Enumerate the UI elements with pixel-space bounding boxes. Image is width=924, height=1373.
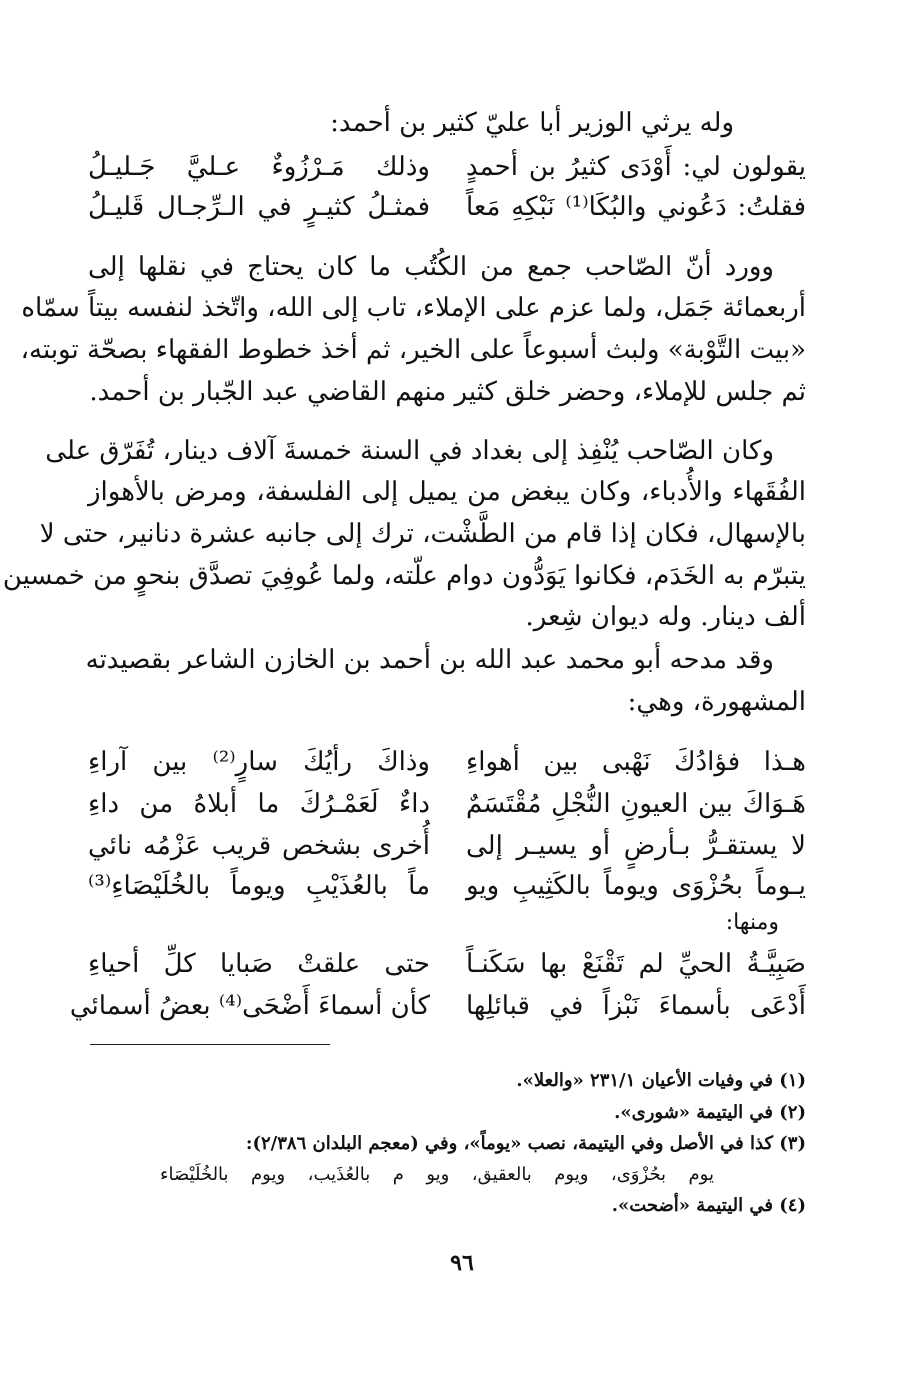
verse-hemistich-first: أَدْعَى بأسماءَ نَبْزاً في قبائلِها (466, 991, 806, 1021)
footnote-verse: يوم بحُزْوَى، ويوم بالعقيق، ويو م بالعُذَيب، ويوم بالخُلَيْصَاء (160, 1164, 714, 1185)
paragraph-line: الفُقَهاء والأُدباء، وكان يبغض من يميل إلى الفلسفة، ومرض بالأهواز (88, 477, 806, 507)
verse-hemistich-second: وذلك مَـرْزُوءٌ عـليَّ جَـليـلُ (88, 152, 430, 182)
verse-hemistich-first: هـذا فؤادُكَ نَهْبى بين أهواءِ (466, 747, 806, 777)
paragraph-line: وورد أنّ الصّاحب جمع من الكُتُب ما كان يحتاج في نقلها إلى (88, 252, 774, 282)
section-label: ومنها: (725, 910, 779, 935)
verse-hemistich-second: كأن أسماءَ أَضْحَى⁽⁴⁾ بعضُ أسمائي (69, 991, 430, 1021)
verse-hemistich-second: داءٌ لَعَمْـرُكَ ما أبلاهُ من داءِ (88, 789, 430, 819)
page-number: ٩٦ (450, 1250, 474, 1276)
verse-hemistich-second: وذاكَ رأيُكَ سارٍ⁽²⁾ بين آراءِ (88, 747, 430, 777)
footnote: (٤) في اليتيمة «أضحت». (611, 1195, 806, 1216)
verse-row (88, 187, 806, 227)
footnote: (١) في وفيات الأعيان ٢٣١/١ «والعلا». (516, 1070, 806, 1091)
verse-hemistich-second: أُخرى بشخص قريب عَزْمُه نائي (88, 831, 430, 861)
verse-row (88, 784, 806, 824)
intro-line: وله يرثي الوزير أبا عليّ كثير بن أحمد: (330, 108, 734, 138)
verse-hemistich-second: حتى علقتْ صَبايا كلِّ أحياءِ (88, 949, 430, 979)
footnote: (٣) كذا في الأصل وفي اليتيمة، نصب «يوماً»، وفي (معجم البلدان ٢/٣٨٦): (245, 1133, 806, 1154)
verse-hemistich-first: صَبِيَّـةُ الحيِّ لم تَقْنَعْ بها سَكَنـاً (466, 949, 806, 979)
verse-row (88, 147, 806, 187)
verse-hemistich-first: يـوماً بحُزْوَى ويوماً بالكَثِيبِ ويو (466, 871, 806, 901)
verse-row (88, 826, 806, 866)
paragraph-line: وكان الصّاحب يُنْفِذ إلى بغداد في السنة خمسةَ آلاف دينار، تُفَرّق على (45, 436, 774, 466)
footnote-divider (90, 1044, 330, 1045)
paragraph-line: المشهورة، وهي: (627, 687, 806, 717)
paragraph-line: أربعمائة جَمَل، ولما عزم على الإملاء، تاب إلى الله، واتّخذ لنفسه بيتاً سمّاه (21, 293, 806, 323)
footnote: (٢) في اليتيمة «شورى». (614, 1102, 806, 1123)
paragraph-line: بالإسهال، فكان إذا قام من الطَّشْت، ترك إلى جانبه عشرة دنانير، حتى لا (39, 519, 806, 549)
paragraph-line: «بيت التَّوْبة» ولبث أسبوعاً على الخير، ثم أخذ خطوط الفقهاء بصحّة توبته، (20, 335, 806, 365)
verse-row (88, 866, 806, 906)
paragraph-line: ثم جلس للإملاء، وحضر خلق كثير منهم القاضي عبد الجّبار بن أحمد. (89, 377, 806, 407)
paragraph-line: يتبرّم به الخَدَم، فكانوا يَوَدُّون دوام علّته، ولما عُوفِيَ تصدَّق بنحوٍ من خمسين (2, 561, 806, 591)
verse-hemistich-first: لا يستقـرُّ بـأرضٍ أو يسيـر إلى (466, 831, 806, 861)
verse-hemistich-second: ماً بالعُذَيْبِ ويوماً بالخُلَيْصَاءِ⁽³⁾ (88, 871, 430, 901)
verse-hemistich-first: يقولون لي: أَوْدَى كثيرُ بن أحمدٍ (466, 152, 806, 182)
verse-hemistich-first: هَـوَاكَ بين العيونِ النُّجْلِ مُقْتَسَمٌ (466, 789, 806, 819)
verse-hemistich-second: فمثـلُ كثيـرٍ في الـرِّجـال قَليـلُ (88, 192, 430, 222)
paragraph-line: ألف دينار. وله ديوان شِعر. (525, 602, 806, 632)
verse-hemistich-first: فقلتُ: دَعُوني والبُكَا⁽¹⁾ نَبْكِهِ مَعاً (466, 192, 806, 222)
paragraph-line: وقد مدحه أبو محمد عبد الله بن أحمد بن الخازن الشاعر بقصيدته (85, 645, 774, 675)
verse-row (69, 986, 806, 1026)
verse-row (88, 944, 806, 984)
verse-row (88, 742, 806, 782)
